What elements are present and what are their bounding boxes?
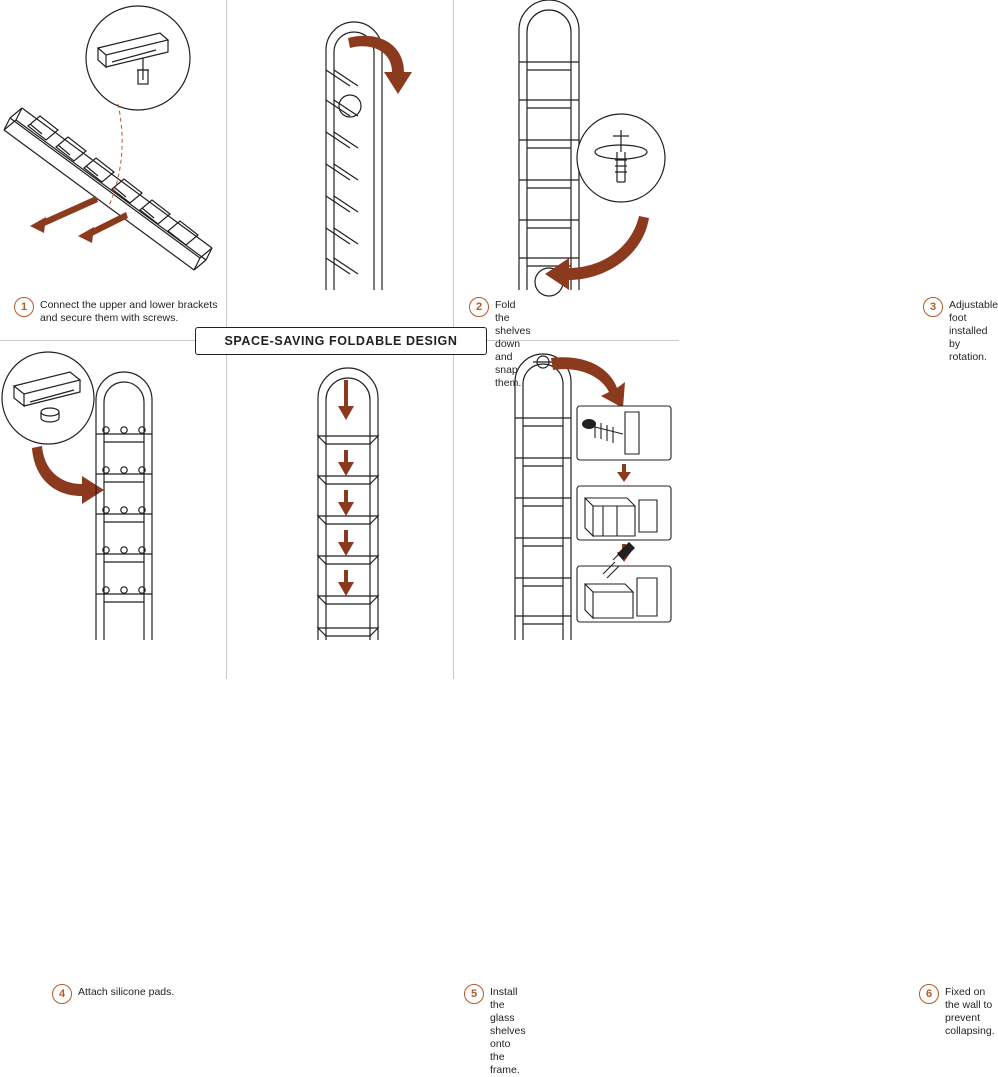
caption-step-3	[923, 297, 998, 364]
step-text-2: Fold the shelves down and snap them.	[495, 299, 531, 389]
step-text-5: Install the glass shelves onto the frame.	[490, 986, 526, 1076]
step-text-4: Attach silicone pads.	[78, 986, 175, 998]
silicone-pad-icon	[0, 350, 226, 640]
step-number-1: 1	[14, 297, 34, 317]
wall-anchor-icon	[453, 348, 679, 640]
step-number-4: 4	[52, 984, 72, 1004]
step-number-2: 2	[469, 297, 489, 317]
step-number-5: 5	[464, 984, 484, 1004]
caption-step-4	[52, 984, 174, 1004]
step-text-6: Fixed on the wall to prevent collapsing.	[945, 986, 995, 1037]
adjustable-foot-icon	[453, 0, 679, 290]
panel-step-1	[0, 0, 226, 340]
ladder-frame-icon	[0, 0, 226, 290]
panel-step-4	[0, 340, 226, 1000]
design-banner	[195, 327, 487, 355]
design-banner-text: SPACE-SAVING FOLDABLE DESIGN	[224, 334, 458, 348]
step-text-1: Connect the upper and lower brackets and secure them with screws.	[40, 299, 218, 324]
step-number-3: 3	[923, 297, 943, 317]
panel-step-5	[226, 340, 526, 1076]
caption-step-5	[464, 984, 526, 1077]
caption-step-1	[14, 297, 222, 325]
glass-shelf-icon	[226, 350, 453, 640]
step-text-3: Adjustable foot installed by rotation.	[949, 299, 998, 363]
folding-shelf-icon	[226, 0, 453, 290]
step-number-6: 6	[919, 984, 939, 1004]
caption-step-6	[919, 984, 995, 1038]
